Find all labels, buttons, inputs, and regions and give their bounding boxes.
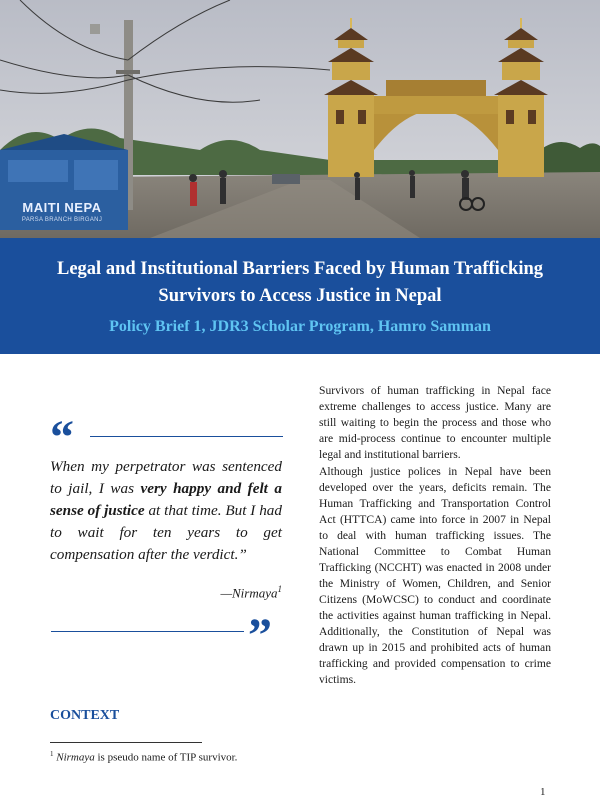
quote-attribution [150, 584, 282, 601]
footnote [50, 750, 237, 764]
policy-paragraph: Although justice polices in Nepal have been developed over the years, deficits remain. The Human Trafficking and Transportation Control Act (HTTCA) came into force in 2007 in Nepal to deal with human trafficking issues. The National Committee to Combat Human Trafficking (NCCHT) was enacted in 2008 under the Ministry of Women, Children, and Senior Citizens (MoWCSC) to conduct and coordinate the activities against human trafficking in Nepal. Additionally, the Constitution of Nepal was drawn up in 2015 and prohibited acts of human trafficking and provided compensation to crime victims. [319, 465, 551, 686]
footnote-ref-1[interactable]: 1 [277, 584, 282, 594]
document-subtitle: Policy Brief 1, JDR3 Scholar Program, Hamro Samman [109, 318, 491, 335]
maiti-nepal-sign: MAITI NEPA [22, 200, 102, 215]
title-banner [0, 238, 600, 354]
section-heading-context: CONTEXT [50, 708, 120, 723]
quote-emphasis: very happy and felt a sense of justice [50, 480, 282, 519]
sign-branch-text: PARSA BRANCH BIRGANJ [21, 217, 103, 223]
title-line-1: Legal and Institutional Barriers Faced by Human Trafficking [57, 259, 543, 279]
footnote-name: Nirmaya [56, 751, 95, 764]
attribution-name: —Nirmaya [220, 585, 278, 601]
footnote-divider [50, 742, 202, 743]
footnote-number: 1 [50, 750, 54, 758]
survivor-quote [50, 456, 282, 566]
quote-divider-top [90, 436, 283, 437]
document-title [20, 256, 580, 310]
page-number: 1 [540, 786, 546, 798]
quote-text-a: When my perpetrator was sentenced to jail, I was [50, 458, 282, 497]
intro-paragraph: Survivors of human trafficking in Nepal face extreme challenges to access justice. Many are still waiting to begin the process and those who are mid-process continue to encounter multiple legal and institutional barriers. [319, 384, 551, 461]
title-line-2: Survivors to Access Justice in Nepal [158, 286, 442, 306]
quote-divider-bottom [51, 631, 244, 632]
close-quote-icon: ” [248, 609, 272, 662]
footnote-text: is pseudo name of TIP survivor. [94, 751, 238, 764]
cover-photo [0, 0, 600, 238]
quote-text-b: at that time. But I had to wait for ten years to get compensation after the verdict.” [50, 502, 282, 563]
open-quote-icon: “ [50, 411, 74, 464]
